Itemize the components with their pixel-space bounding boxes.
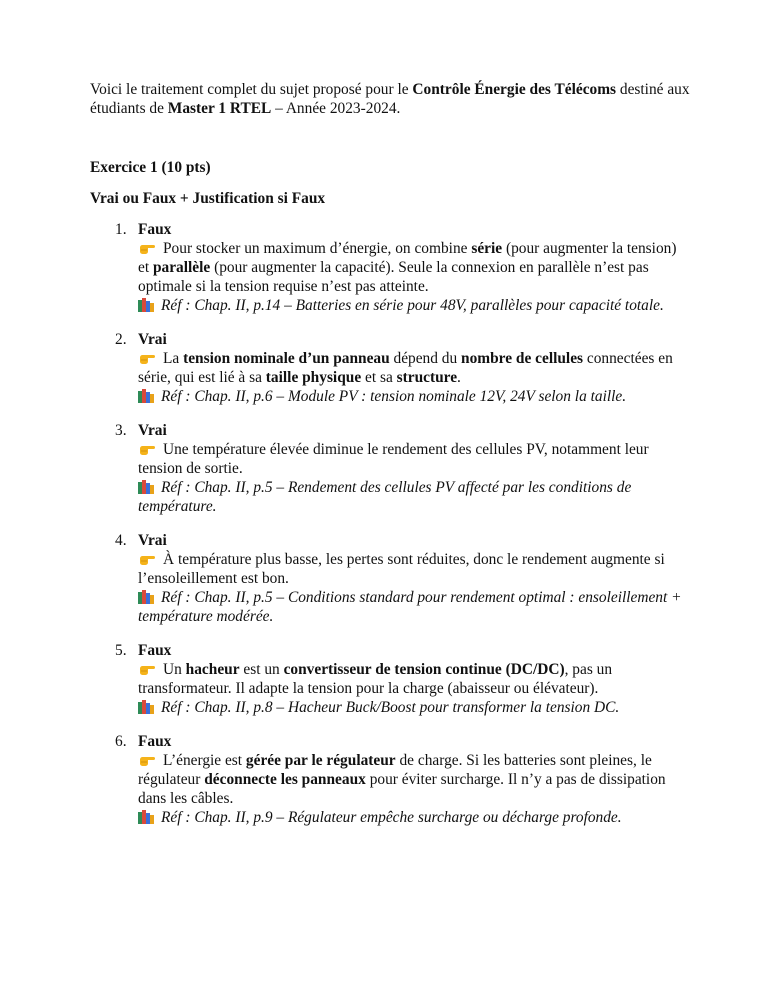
books-icon (138, 810, 154, 824)
books-icon (138, 480, 154, 494)
list-item (90, 641, 690, 717)
item-reference: Réf : Chap. II, p.9 – Régulateur empêche surcharge ou décharge profonde. (138, 808, 690, 827)
item-verdict: Faux (138, 733, 172, 750)
backhand-index-pointing-right-icon (140, 554, 155, 565)
exercise-title: Exercice 1 (10 pts) (90, 159, 211, 176)
item-reference: Réf : Chap. II, p.6 – Module PV : tension nominale 12V, 24V selon la taille. (138, 387, 690, 406)
item-number: 1. (115, 221, 127, 238)
item-verdict: Faux (138, 642, 172, 659)
item-verdict: Vrai (138, 422, 167, 439)
item-explanation: À température plus basse, les pertes sont réduites, donc le rendement augmente si l’ensoleillement est bon. (138, 551, 665, 587)
item-explanation: Un hacheur est un convertisseur de tension continue (DC/DC), pas un transformateur. Il adapte la tension pour la charge (abaisseur ou élévateur). (138, 661, 613, 697)
item-number: 3. (115, 422, 127, 439)
backhand-index-pointing-right-icon (140, 444, 155, 455)
books-icon (138, 389, 154, 403)
item-reference: Réf : Chap. II, p.14 – Batteries en série pour 48V, parallèles pour capacité totale. (138, 296, 690, 315)
item-number: 6. (115, 733, 127, 750)
backhand-index-pointing-right-icon (140, 353, 155, 364)
item-verdict: Vrai (138, 331, 167, 348)
item-explanation: La tension nominale d’un panneau dépend du nombre de cellules connectées en série, qui est lié à sa taille physique et sa structure. (138, 350, 673, 386)
item-number: 5. (115, 642, 127, 659)
books-icon (138, 700, 154, 714)
answer-list (90, 220, 690, 827)
backhand-index-pointing-right-icon (140, 755, 155, 766)
books-icon (138, 298, 154, 312)
item-verdict: Vrai (138, 532, 167, 549)
backhand-index-pointing-right-icon (140, 664, 155, 675)
item-reference: Réf : Chap. II, p.5 – Rendement des cellules PV affecté par les conditions de température. (138, 479, 632, 515)
backhand-index-pointing-right-icon (140, 243, 155, 254)
list-item (90, 531, 690, 626)
item-verdict: Faux (138, 221, 172, 238)
item-explanation: Une température élevée diminue le rendement des cellules PV, notamment leur tension de sortie. (138, 441, 649, 477)
item-reference: Réf : Chap. II, p.8 – Hacheur Buck/Boost pour transformer la tension DC. (138, 698, 690, 717)
list-item (90, 330, 690, 406)
intro-paragraph: Voici le traitement complet du sujet proposé pour le Contrôle Énergie des Télécoms destiné aux étudiants de Master 1 RTEL – Année 2023-2024. (90, 81, 690, 117)
list-item (90, 220, 690, 315)
item-reference: Réf : Chap. II, p.5 – Conditions standard pour rendement optimal : ensoleillement + température modérée. (138, 589, 682, 625)
list-item (90, 732, 690, 827)
document-page (90, 80, 690, 842)
item-number: 4. (115, 532, 127, 549)
books-icon (138, 590, 154, 604)
list-item (90, 421, 690, 516)
item-explanation: L’énergie est gérée par le régulateur de charge. Si les batteries sont pleines, le régulateur déconnecte les panneaux pour éviter surcharge. Il n’y a pas de dissipation dans les câbles. (138, 752, 666, 807)
item-number: 2. (115, 331, 127, 348)
exercise-subtitle: Vrai ou Faux + Justification si Faux (90, 190, 326, 207)
item-explanation: Pour stocker un maximum d’énergie, on combine série (pour augmenter la tension) et parallèle (pour augmenter la capacité). Seule la connexion en parallèle n’est pas optimale si la tension requise n’est pas atteinte. (138, 240, 677, 295)
